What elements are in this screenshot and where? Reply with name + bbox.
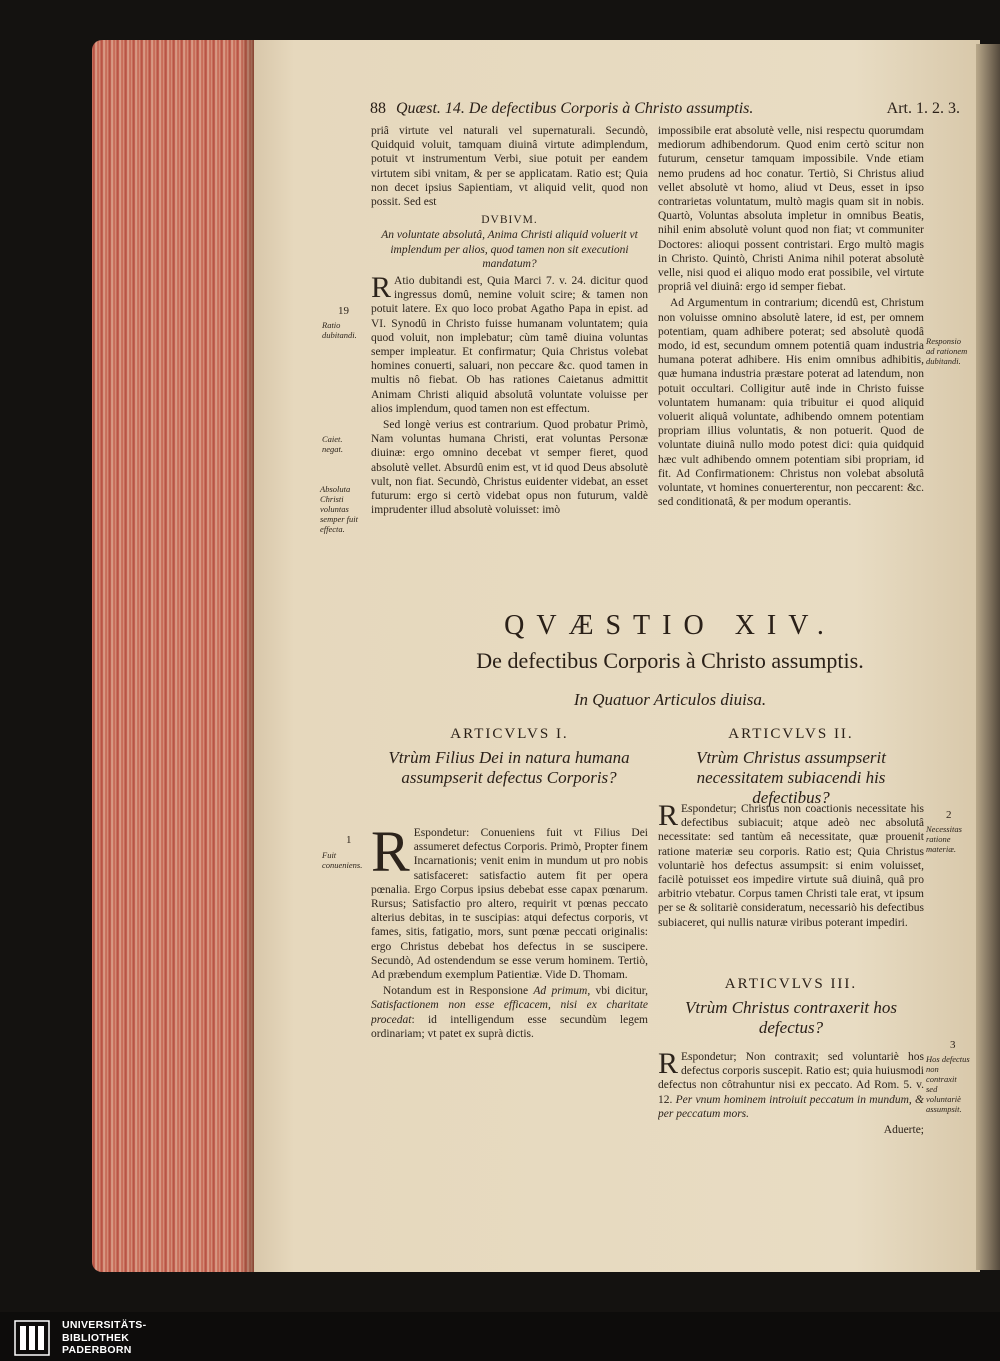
margin-note: Caiet. negat.: [322, 434, 344, 454]
paragraph: impossibile erat absolutè velle, nisi respectu quorumdam mediorum adhibendorum. Quod enim certò scitur non futurum, censetur tamquam impossibile. Vnde etiam nemo prudens ad hoc conatur. Tertiò, Si Christus aliud vellet absolutè vt homo, aliud vt Deus, esset in ipso contrarietas voluntatum, multò magis quam sit in nobis. Quartò, Voluntas absoluta impletur in omnibus Beatis, nihil enim absolutè volunt quod non fiat; vt communiter Doctores: alioqui possent contristari. Ergo multò magis in Christo. Quintò, Christi Anima nihil poterat absolutè velle, nisi quod ei aliquo modo erat possibile, vel virtute propriâ vel diuinâ: ergo id semper fiebat.: [658, 125, 924, 294]
article-2-heading: ARTICVLVS II.: [728, 726, 854, 742]
margin-number: 19: [338, 305, 349, 317]
margin-note: Responsio ad rationem dubitandi.: [926, 336, 968, 366]
paragraph: R Espondetur; Christus non coactionis necessitate his defectibus subiacuit; atque adeò nec absolutâ necessitate: sed tantùm eâ necessitate, quæ prouenit ratione materiæ seu corporis. Ratio est; Quia Christus voluntariè hos defectus assumpsit: si enim voluisset, facilè potuisset eos impedire virtute suâ diuinâ, quâ pro arbitrio vtebatur. Corpus tamen Christi tale erat, vt ipsum per se & solitariè consideratum, necessariò his defectibus subiaceret, qui nullis naturæ viribus poterant impediri.: [658, 802, 924, 929]
article-3-heading: ARTICVLVS III.: [724, 976, 858, 992]
left-column-top: [371, 124, 648, 610]
article-1-question: Vtrùm Filius Dei in natura humana assumpserit defectus Corporis?: [388, 748, 630, 787]
paragraph: Notandum est in Responsione Ad primum, vbi dicitur, Satisfactionem non esse efficacem, nisi ex charitate procedat: id intelligendum esse secundùm legem ordinariam; vt patet ex suprà dictis.: [371, 985, 648, 1040]
paragraph: Ad Argumentum in contrarium; dicendû est, Christum non voluisse omnino absolutè latere, id est, per omnem potentiam, quam adhibere poterat; sed absolutè quodâ modo, id est, secundum omnem potentiâ quam industria humana poterat adhibere. His enim omnibus adhibitis, quæ humana industria præstare poterat ad latendum, non potuit occultari. Colligitur autê inde in Christo fuisse voluntatem humanam: quia tribuitur ei quod aliquid voluerit aliquâ voluntate, adhibendo omnem potentiam propriam illius voluntatis, & non potuerit. Quod de voluntate diuinâ nullo modo potest dici: quia quidquid hæc vult adhibendo omnem potentiam sibi propriam, id fit. Ad Confirmationem: Christus non volebat absolutâ voluntate, vt homines conuerterentur, non peccarent: &c. sed conditionatâ, & per modum operantis.: [658, 297, 924, 509]
dubium-question: An voluntate absolutâ, Anima Christi aliquid voluerit vt implendum per alios, quod tamen non sit executioni mandatum?: [381, 229, 638, 270]
margin-number: 1: [346, 834, 352, 846]
paragraph: R Espondetur: Conueniens fuit vt Filius Dei assumeret defectus Corporis. Primò, Propter finem Incarnationis; venit enim in mundum ut pro nobis satisfaceret: satisfactio autem fit per opera pœnalia. Ergo Corpus ipsius debebat esse capax pœnarum. Rursus; Satisfactio pro altero, requirit vt pœnas peccato alterius debitas, in te suscipias: atqui defectus corporis, vt fames, sitis, fatigatio, mors, sunt pœnæ peccati originalis: ergo Christus debebat hos defectus in se suscipere. Secundò, Ad ostendendum se esse verum hominem. Tertiò, Ad præbendum exemplum Patientiæ. Vide D. Thomam.: [371, 826, 648, 982]
paragraph: R Espondetur; Non contraxit; sed voluntariè hos defectus corporis suscepit. Ratio est; quia huiusmodi defectus non côtrahuntur nisi ex peccato. Ad Rom. 5. v. 12. Per vnum hominem introiuit peccatum in mundum, & per peccatum mors.: [658, 1050, 924, 1120]
margin-note: Hos defectus non contraxit sed voluntariè assumpsit.: [926, 1054, 970, 1114]
running-title: Quæst. 14. De defectibus Corporis à Christo assumptis.: [396, 100, 754, 117]
margin-number: 2: [946, 809, 952, 821]
library-logo: [14, 1318, 174, 1358]
catchword: Aduerte;: [883, 1124, 924, 1137]
article-1-heading: ARTICVLVS I.: [450, 726, 569, 742]
article-3-body: [658, 1050, 924, 1140]
question-title: QVÆSTIO XIV.: [504, 610, 836, 641]
page-number: 88: [370, 100, 386, 117]
drop-cap: R: [658, 802, 679, 832]
article-2-body: [658, 802, 924, 972]
margin-note: Fuit conueniens.: [322, 850, 363, 870]
drop-cap: R: [371, 826, 410, 884]
paragraph: priâ virtute vel naturali vel supernaturali. Secundò, Quidquid voluit, tamquam diuinâ virtute adimplendum, potuit vt instrumentum Verbi, siue potuit per eandem virtutem sibi vnitam, & per se applicatam. Ratio est; Quia non decet ipsius Sapientiam, vt aliquid velit, quod non possit. Sed est: [371, 125, 648, 209]
library-name: UNIVERSITÄTS- BIBLIOTHEK PADERBORN: [62, 1319, 147, 1356]
page-edge-fore: [92, 40, 254, 1272]
right-column-top: [658, 124, 924, 610]
drop-cap: R: [371, 271, 392, 305]
article-2-question: Vtrùm Christus assumpserit necessitatem subiacendi his defectibus?: [696, 748, 886, 807]
margin-note: Necessitas ratione materiæ.: [926, 824, 962, 854]
margin-number: 3: [950, 1039, 956, 1051]
dubium-heading: DVBIVM.: [481, 214, 538, 227]
article-3-question: Vtrùm Christus contraxerit hos defectus?: [684, 998, 898, 1037]
running-head: [370, 100, 960, 124]
paragraph: Sed longè verius est contrarium. Quod probatur Primò, Nam voluntas humana Christi, erat voluntas Personæ diuinæ: ergo omnino decebat vt semper fieret, quod absolutè vellet. Absurdû enim est, vt id quod Deus absolutè vult, non fiat. Secundò, Christus euidenter videbat, an esset futurum: ergo si certò videbat opus non futurum, valdè imprudenter illud absolutè voluisset: imò: [371, 419, 648, 517]
facing-page-edge: [976, 44, 1000, 1270]
drop-cap: R: [658, 1050, 679, 1080]
margin-note: Ratio dubitandi.: [322, 320, 357, 340]
library-logo-icon: [14, 1320, 50, 1356]
article-ref: Art. 1. 2. 3.: [886, 100, 960, 117]
margin-note: Absoluta Christi voluntas semper fuit effecta.: [320, 484, 359, 534]
article-1-body: [371, 826, 648, 1106]
question-subtitle: De defectibus Corporis à Christo assumptis.: [476, 648, 864, 673]
paragraph: R Atio dubitandi est, Quia Marci 7. v. 24. dicitur quod ingressus domû, nemine voluit scire; & tamen non potuit latere. Ex quo loco probat Agatho Papa in epist. ad VI. Synodû in Christo fuisse humanam voluntatem; quia quod voluit, non implebatur; cùm tamê diuina voluntas semper impleatur. Et confirmatur; Quia Christus volebat homines conuerti, saluari, non peccare &c. quod tamen in multis nô fiebat. Ob has rationes Caietanus admittit Animam Christi aliquid absolutâ voluntate voluisse per alios implendum, quod tamen non est effectum.: [371, 271, 648, 415]
question-division: In Quatuor Articulos diuisa.: [573, 690, 767, 709]
